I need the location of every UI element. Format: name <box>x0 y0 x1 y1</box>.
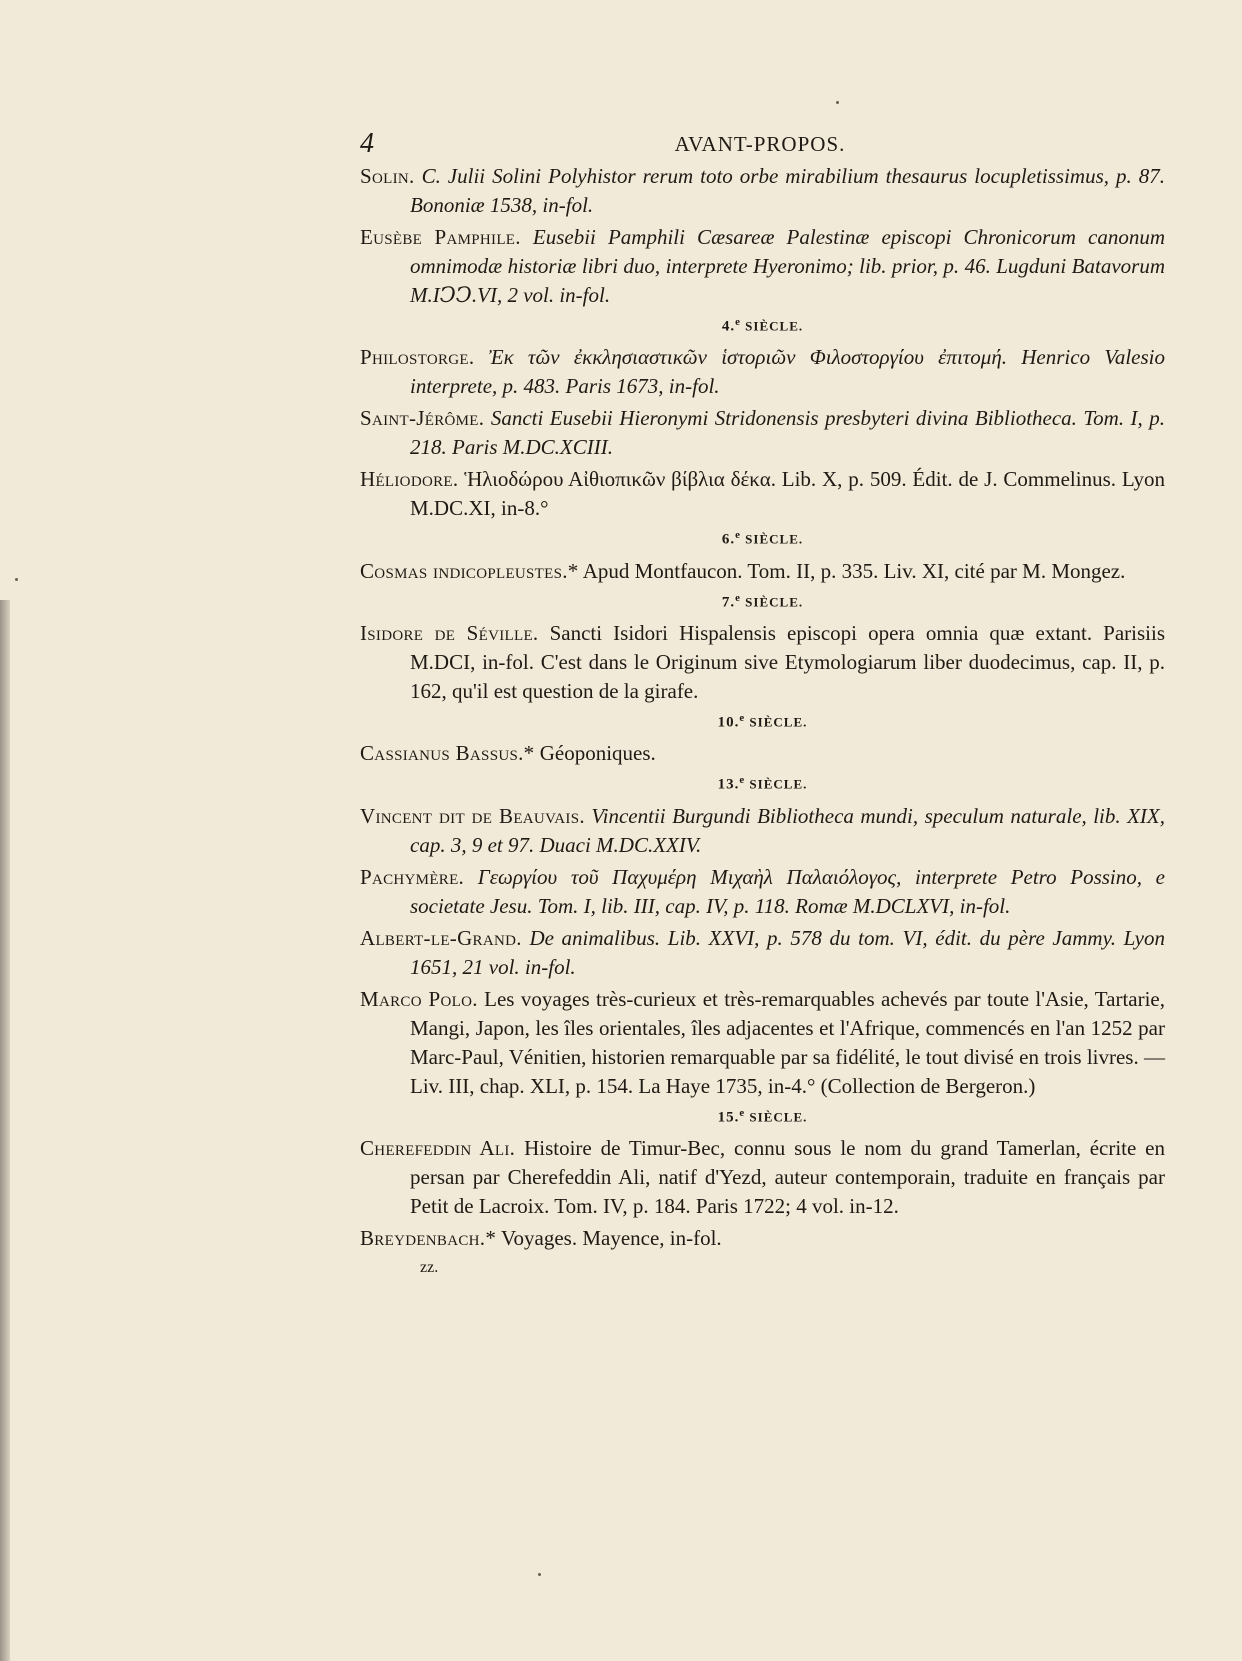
entry-author: Cosmas indicopleustes.* <box>360 558 579 583</box>
entry-text: Γεωργίου τοῦ Παχυμέρη Μιχαὴλ Παλαιόλογος, interprete Petro Possino, e societate Jesu. Tom. I, lib. III, cap. IV, p. 118. Romæ M.DCLXVI, in-fol. <box>410 864 1165 918</box>
century-heading: 4.$^e$ SIÈCLE. <box>721 316 804 335</box>
entry-author: Philostorge. <box>360 345 475 370</box>
entry-text: Vincentii Burgundi Bibliotheca mundi, speculum naturale, lib. XIX, cap. 3, 9 et 97. Duaci M.DC.XXIV. <box>410 803 1166 857</box>
century-heading: 6.$^e$ SIÈCLE. <box>721 529 804 548</box>
entry-author: Pachymère. <box>360 864 465 889</box>
bib-entry <box>360 619 1165 706</box>
bib-entry <box>360 223 1165 310</box>
page-number: 4 <box>360 128 374 159</box>
signature-mark: zz. <box>420 1258 439 1276</box>
entry-text: Voyages. Mayence, in-fol. <box>501 1225 722 1250</box>
bibliography-list <box>360 162 1165 1277</box>
entry-author: Vincent dit de Beauvais. <box>360 803 585 828</box>
century-heading: 10.$^e$ SIÈCLE. <box>717 711 808 731</box>
ink-speck <box>538 1573 541 1576</box>
entry-author: Saint-Jérôme. <box>360 406 485 431</box>
page-edge-shadow <box>0 600 10 1661</box>
entry-text: Sancti Isidori Hispalensis episcopi opera omnia quæ extant. Parisiis M.DCI, in-fol. C'est dans le Originum sive Etymologiarum liber duodecimus, cap. II, p. 162, qu'il est question de la girafe. <box>410 620 1166 703</box>
entry-author: Breydenbach.* <box>360 1225 497 1250</box>
bib-entry <box>360 739 1165 768</box>
running-title: AVANT-PROPOS. <box>674 132 846 156</box>
entry-author: Solin. <box>360 164 415 188</box>
entry-author: Cassianus Bassus.* <box>360 741 535 766</box>
bib-entry <box>360 802 1165 860</box>
bib-entry <box>360 343 1165 401</box>
bib-entry <box>360 465 1165 523</box>
entry-text: Apud Montfaucon. Tom. II, p. 335. Liv. XI, cité par M. Mongez. <box>582 558 1126 583</box>
entry-text: Ἡλιοδώρου Αἰθιοπικῶν βίβλια δέκα. Lib. X, p. 509. Édit. de J. Commelinus. Lyon M.DC.XI, in-8.° <box>410 467 1165 521</box>
entry-text: Sancti Eusebii Hieronymi Stridonensis presbyteri divina Bibliotheca. Tom. I, p. 218. Paris M.DC.XCIII. <box>410 406 1166 460</box>
bib-entry <box>360 404 1165 462</box>
entry-text: Géoponiques. <box>539 741 656 766</box>
entry-author: Marco Polo. <box>360 986 478 1011</box>
entry-author: Eusèbe Pamphile. <box>360 225 521 249</box>
bib-entry <box>360 557 1165 586</box>
bib-entry <box>360 985 1165 1101</box>
ink-speck <box>15 578 18 581</box>
bib-entry <box>360 863 1165 921</box>
entry-text: C. Julii Solini Polyhistor rerum toto orbe mirabilium thesaurus locupletissimus, p. 87. Bononiæ 1538, in-fol. <box>410 164 1166 217</box>
entry-text: Les voyages très-curieux et très-remarquables achevés par toute l'Asie, Tartarie, Mangi, Japon, les îles orientales, îles adjacentes et l'Afrique, commencés en l'an 1252 par Marc-Paul, Vénitien, historien remarquable par sa fidélité, le tout divisé en trois livres. — Liv. III, chap. XLI, p. 154. La Haye 1735, in-4.° (Collection de Bergeron.) <box>410 986 1165 1098</box>
bib-entry <box>360 924 1165 982</box>
bib-entry <box>360 1134 1165 1221</box>
entry-text: De animalibus. Lib. XXVI, p. 578 du tom. VI, édit. du père Jammy. Lyon 1651, 21 vol. in-fol. <box>410 925 1166 979</box>
ink-speck <box>836 101 839 104</box>
entry-author: Cherefeddin Ali. <box>360 1135 516 1160</box>
entry-author: Héliodore. <box>360 467 459 492</box>
bib-entry <box>360 162 1165 220</box>
entry-text: Eusebii Pamphili Cæsareæ Palestinæ episcopi Chronicorum canonum omnimodæ historiæ libri duo, interprete Hyeronimo; lib. prior, p. 46. Lugduni Batavorum M.IↃↃ.VI, 2 vol. in-fol. <box>410 225 1165 307</box>
century-heading: 15.$^e$ SIÈCLE. <box>717 1106 808 1125</box>
entry-author: Albert-le-Grand. <box>360 925 522 950</box>
page-header <box>360 128 1170 160</box>
bib-entry <box>360 1224 1165 1253</box>
entry-author: Isidore de Séville. <box>360 620 539 645</box>
century-heading: 7.$^e$ SIÈCLE. <box>721 591 804 610</box>
entry-text: Ἐκ τῶν ἐκκλησιαστικῶν ἱστοριῶν Φιλοστοργίου ἐπιτομή. Henrico Valesio interprete, p. 483. Paris 1673, in-fol. <box>410 345 1166 399</box>
century-heading: 13.$^e$ SIÈCLE. <box>717 774 808 793</box>
entry-text: Histoire de Timur-Bec, connu sous le nom du grand Tamerlan, écrite en persan par Cherefeddin Ali, natif d'Yezd, auteur contemporain, traduite en français par Petit de Lacroix. Tom. IV, p. 184. Paris 1722; 4 vol. in-12. <box>410 1135 1166 1218</box>
